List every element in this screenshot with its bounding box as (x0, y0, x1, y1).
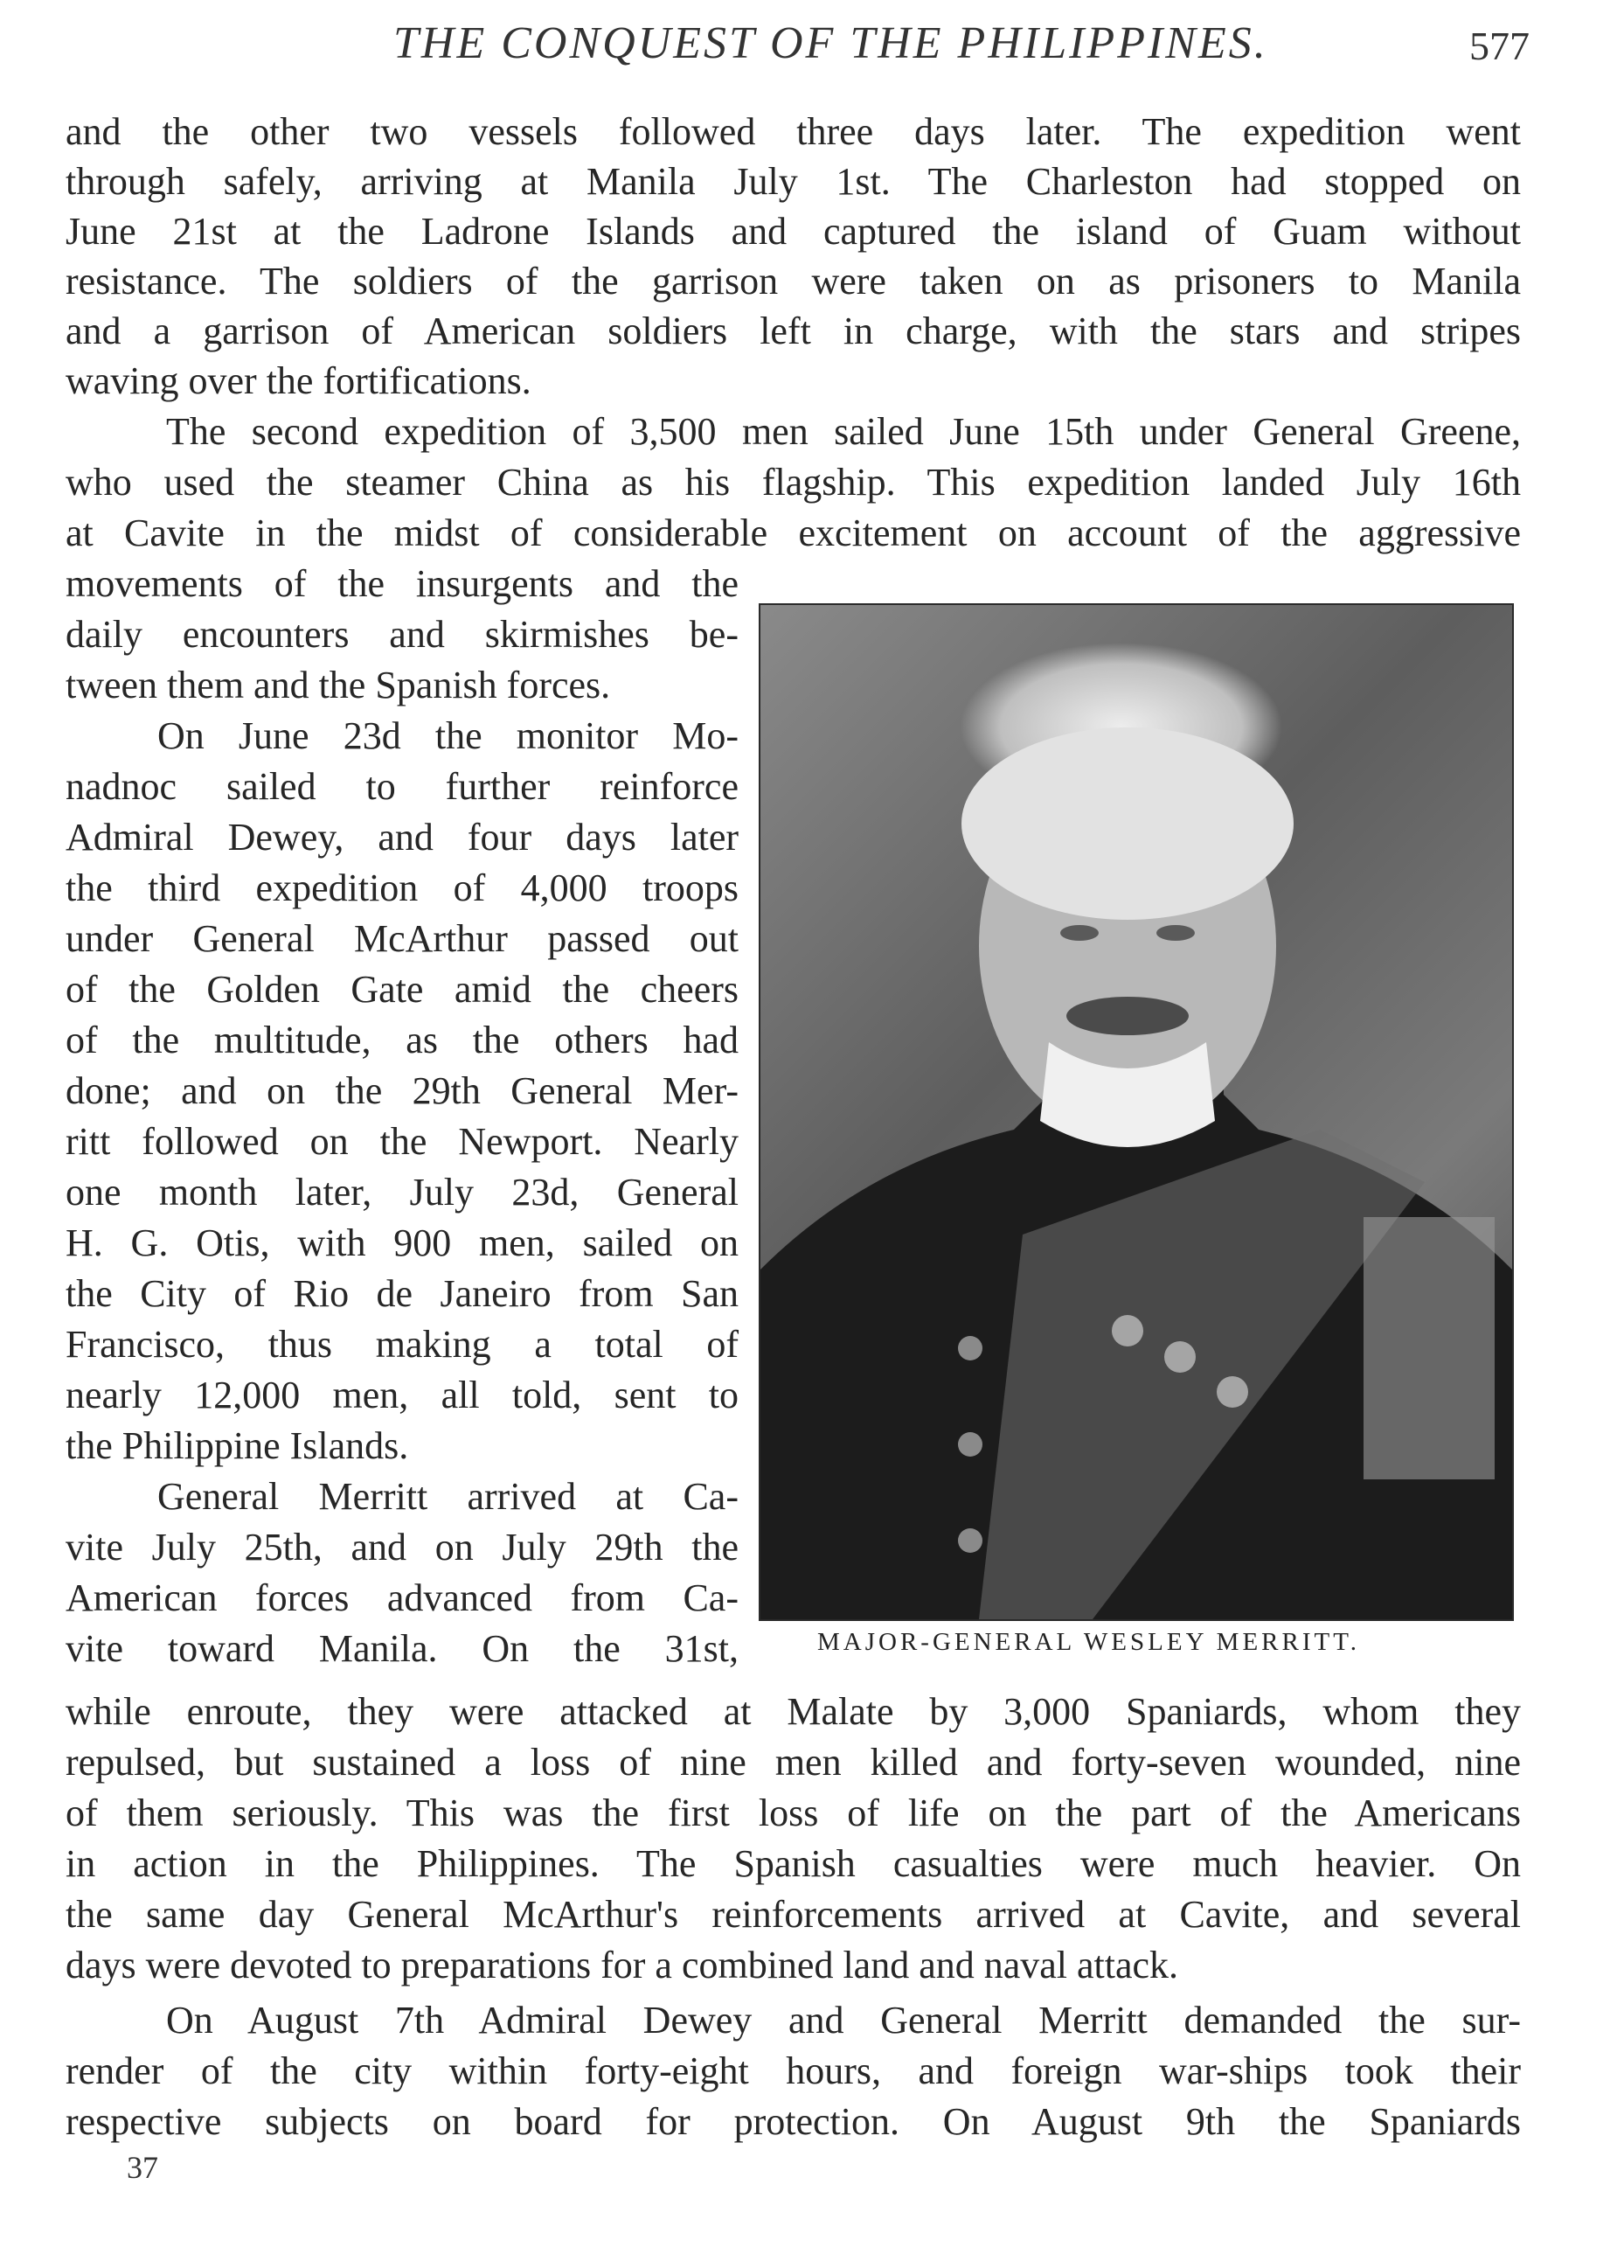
figure-caption: MAJOR-GENERAL WESLEY MERRITT. (817, 1628, 1361, 1656)
page-number: 577 (1469, 24, 1530, 68)
body-line: nadnoc sailed to further reinforce (66, 765, 739, 808)
body-line: On August 7th Admiral Dewey and General Merritt demanded the sur- (166, 1999, 1521, 2042)
body-line: On June 23d the monitor Mo- (157, 714, 739, 757)
body-line: vite July 25th, and on July 29th the (66, 1526, 739, 1569)
body-line: ritt followed on the Newport. Nearly (66, 1120, 739, 1163)
body-line: the third expedition of 4,000 troops (66, 866, 739, 909)
body-line: General Merritt arrived at Ca- (157, 1475, 739, 1518)
body-line: vite toward Manila. On the 31st, (66, 1627, 739, 1670)
body-line: of the multitude, as the others had (66, 1019, 739, 1061)
body-line: the Philippine Islands. (66, 1424, 409, 1467)
body-line: render of the city within forty-eight hours, and foreign war-ships took their (66, 2049, 1521, 2092)
body-line: respective subjects on board for protection. On August 9th the Spaniards (66, 2100, 1521, 2143)
body-line: the same day General McArthur's reinforcements arrived at Cavite, and several (66, 1893, 1521, 1936)
body-line: through safely, arriving at Manila July 1st. The Charleston had stopped on (66, 160, 1521, 203)
body-line: in action in the Philippines. The Spanish casualties were much heavier. On (66, 1842, 1521, 1885)
body-line: done; and on the 29th General Mer- (66, 1069, 739, 1112)
body-line: and the other two vessels followed three days later. The expedition went (66, 110, 1521, 153)
body-line: daily encounters and skirmishes be- (66, 613, 739, 656)
body-line: Francisco, thus making a total of (66, 1323, 739, 1366)
body-line: Admiral Dewey, and four days later (66, 816, 739, 859)
portrait-silhouette (760, 605, 1512, 1619)
body-line: while enroute, they were attacked at Malate by 3,000 Spaniards, whom they (66, 1690, 1521, 1733)
body-line: the City of Rio de Janeiro from San (66, 1272, 739, 1315)
body-line: of the Golden Gate amid the cheers (66, 968, 739, 1011)
body-line: under General McArthur passed out (66, 917, 739, 960)
body-line: H. G. Otis, with 900 men, sailed on (66, 1221, 739, 1264)
body-line: American forces advanced from Ca- (66, 1576, 739, 1619)
body-line: waving over the fortifications. (66, 359, 531, 402)
signature-mark: 37 (127, 2150, 158, 2185)
body-line: tween them and the Spanish forces. (66, 664, 611, 706)
portrait-photo (759, 603, 1514, 1621)
body-line: days were devoted to preparations for a combined land and naval attack. (66, 1944, 1179, 1986)
body-line: who used the steamer China as his flagship. This expedition landed July 16th (66, 461, 1521, 504)
body-line: resistance. The soldiers of the garrison were taken on as prisoners to Manila (66, 260, 1521, 303)
body-line: movements of the insurgents and the (66, 562, 739, 605)
body-line: at Cavite in the midst of considerable excitement on account of the aggressive (66, 511, 1521, 554)
body-line: The second expedition of 3,500 men sailed June 15th under General Greene, (166, 410, 1521, 453)
body-line: and a garrison of American soldiers left in charge, with the stars and stripes (66, 310, 1521, 352)
body-line: one month later, July 23d, General (66, 1171, 739, 1214)
body-line: nearly 12,000 men, all told, sent to (66, 1374, 739, 1416)
body-line: June 21st at the Ladrone Islands and captured the island of Guam without (66, 210, 1521, 253)
body-line: repulsed, but sustained a loss of nine men killed and forty-seven wounded, nine (66, 1741, 1521, 1784)
running-head (79, 17, 1530, 79)
running-title: THE CONQUEST OF THE PHILIPPINES. (393, 18, 1268, 68)
body-line: of them seriously. This was the first loss of life on the part of the Americans (66, 1791, 1521, 1834)
